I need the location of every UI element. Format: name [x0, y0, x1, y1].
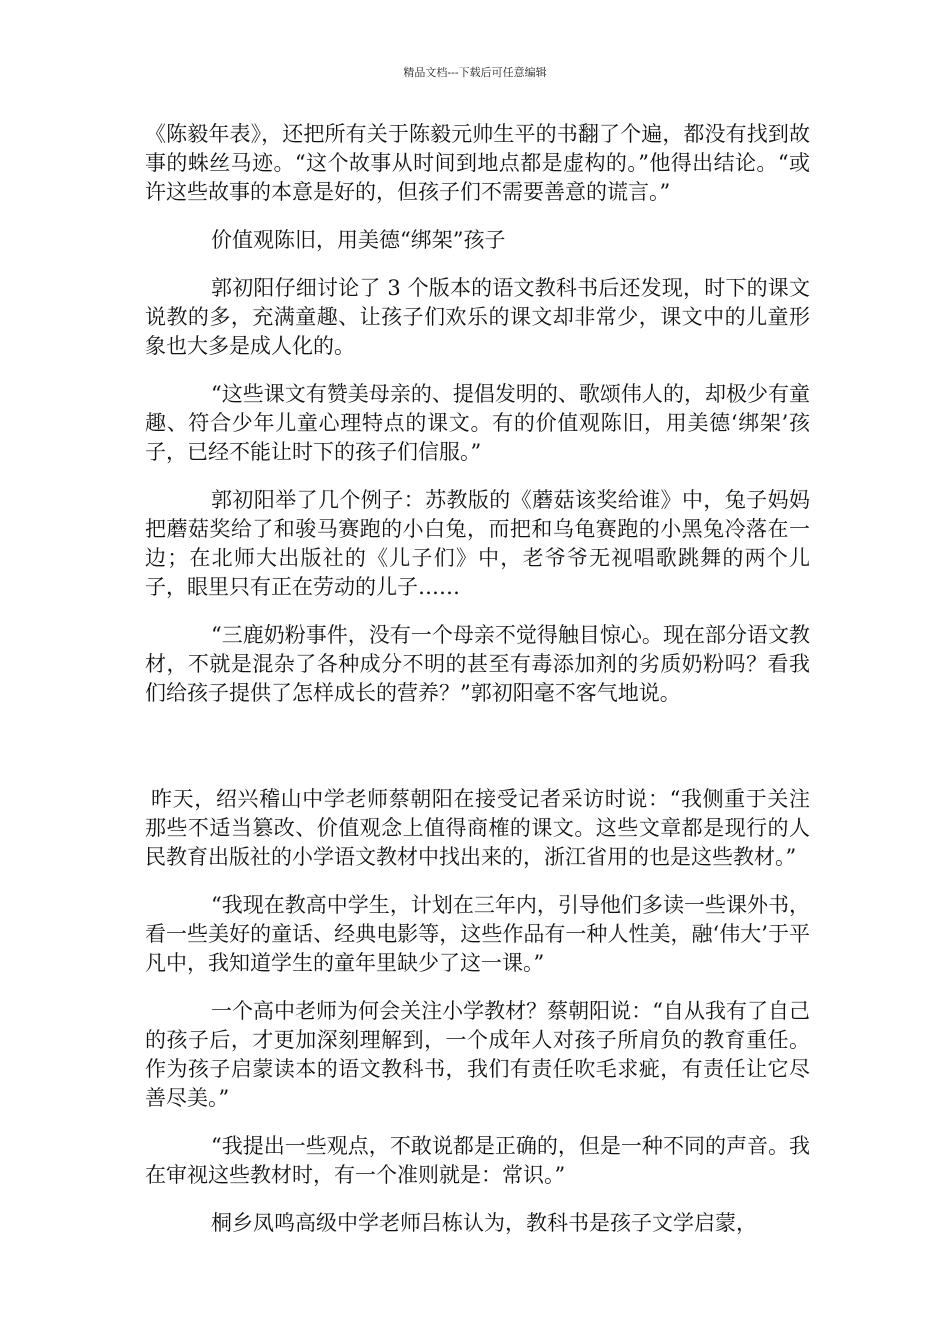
paragraph: “三鹿奶粉事件，没有一个母亲不觉得触目惊心。现在部分语文教材，不就是混杂了各种成分不明的甚至有毒添加剂的劣质奶粉吗？看我们给孩子提供了怎样成长的营养？”郭初阳毫不客气地说。 — [145, 623, 810, 705]
paragraph: 昨天，绍兴稽山中学老师蔡朝阳在接受记者采访时说：“我侧重于关注那些不适当篡改、价值观念上值得商榷的课文。这些文章都是现行的人民教育出版社的小学语文教材中找出来的，浙江省用的也是这些教材。” — [145, 787, 810, 869]
paragraph: 《陈毅年表》，还把所有关于陈毅元帅生平的书翻了个遍，都没有找到故事的蛛丝马迹。“这个故事从时间到地点都是虚构的。”他得出结论。“或许这些故事的本意是好的，但孩子们不需要善意的谎言。” — [145, 122, 810, 204]
document-body — [145, 120, 810, 1238]
paragraph: “这些课文有赞美母亲的、提倡发明的、歌颂伟人的，却极少有童趣、符合少年儿童心理特点的课文。有的价值观陈旧，用美德‘绑架’孩子，已经不能让时下的孩子们信服。” — [145, 382, 810, 464]
section-heading: 价值观陈旧，用美德“绑架”孩子 — [211, 228, 506, 252]
paragraph: 一个高中老师为何会关注小学教材？蔡朝阳说：“自从我有了自己的孩子后，才更加深刻理解到，一个成年人对孩子所肩负的教育重任。作为孩子启蒙读本的语文教科书，我们有责任吹毛求疵，有责任让它尽善尽美。” — [145, 999, 810, 1110]
page-header: 精品文档---下载后可任意编辑 — [403, 66, 547, 79]
paragraph: 郭初阳举了几个例子：苏教版的《蘑菇该奖给谁》中，兔子妈妈把蘑菇奖给了和骏马赛跑的小白兔，而把和乌龟赛跑的小黑兔冷落在一边；在北师大出版社的《儿子们》中，老爷爷无视唱歌跳舞的两个儿子，眼里只有正在劳动的儿子…… — [145, 488, 810, 599]
paragraph: “我提出一些观点，不敢说都是正确的，但是一种不同的声音。我在审视这些教材时，有一个准则就是：常识。” — [145, 1134, 810, 1187]
paragraph: 桐乡凤鸣高级中学老师吕栋认为，教科书是孩子文学启蒙， — [211, 1211, 757, 1235]
paragraph: 郭初阳仔细讨论了 3 个版本的语文教科书后还发现，时下的课文说教的多，充满童趣、让孩子们欢乐的课文却非常少，课文中的儿童形象也大多是成人化的。 — [145, 276, 810, 358]
paragraph: “我现在教高中学生，计划在三年内，引导他们多读一些课外书，看一些美好的童话、经典电影等，这些作品有一种人性美，融‘伟大’于平凡中，我知道学生的童年里缺少了这一课。” — [145, 893, 810, 975]
